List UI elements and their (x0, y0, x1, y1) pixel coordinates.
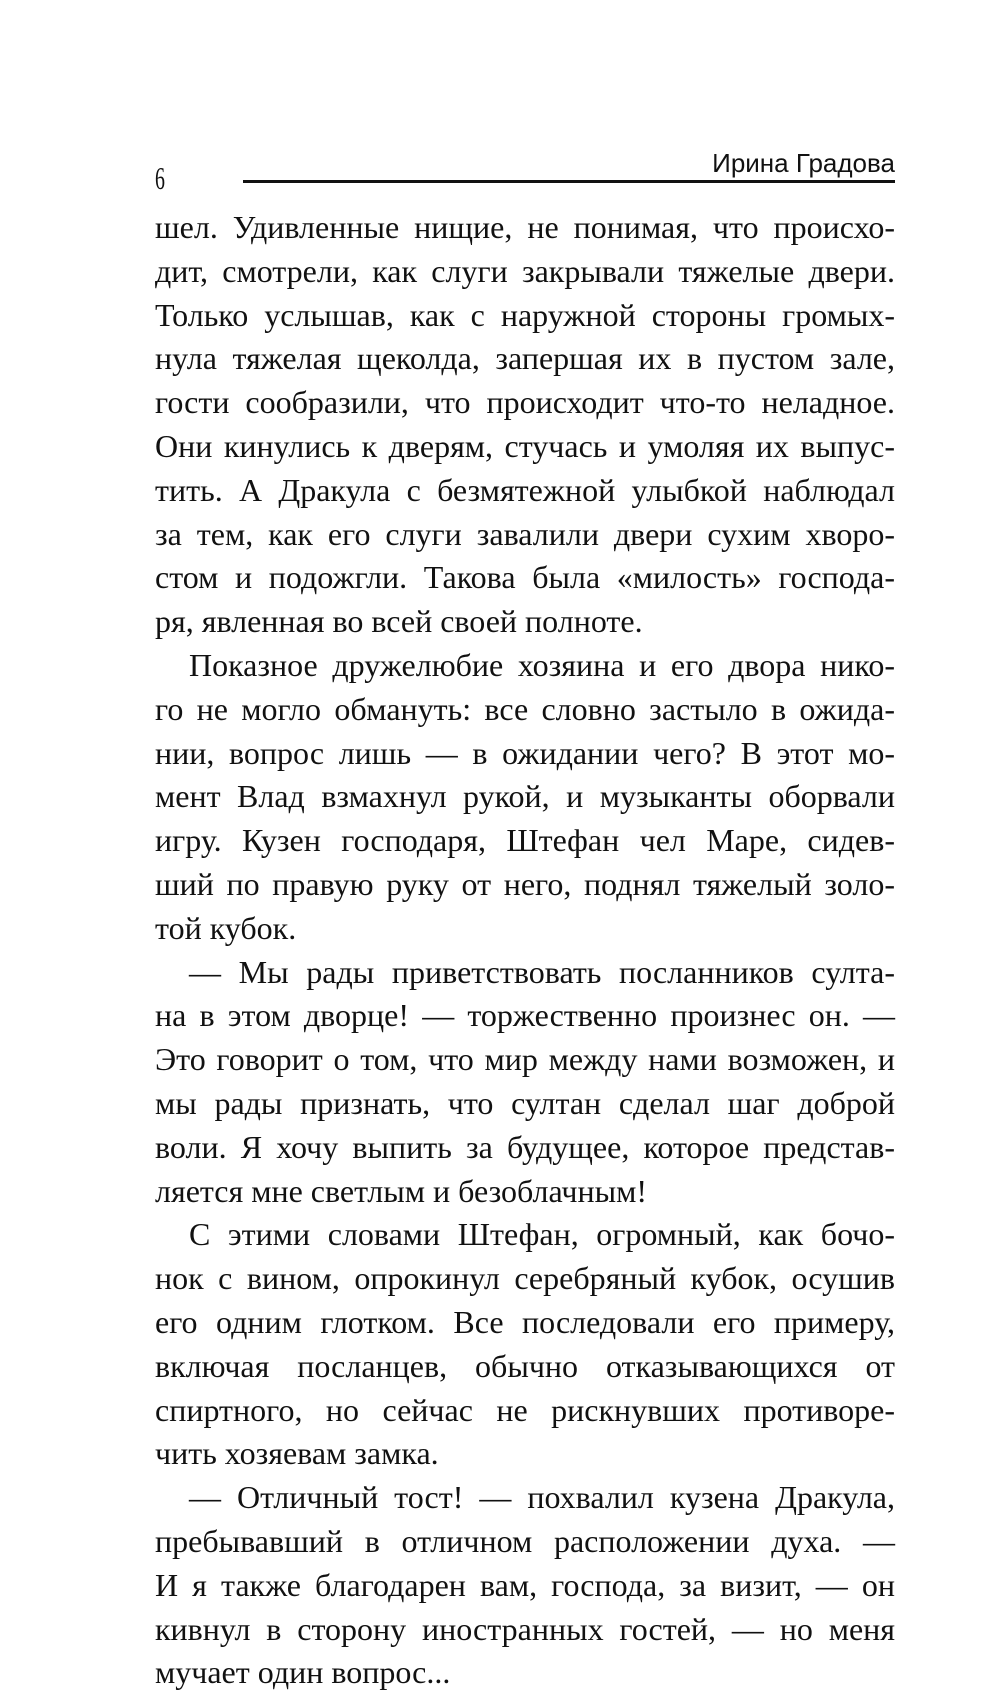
text-line: С этими словами Штефан, огромный, как бочо- (189, 1216, 895, 1253)
paragraph (155, 206, 895, 644)
header-rule (243, 180, 895, 183)
text-line: стом и подожгли. Такова была «милость» господа- (155, 559, 895, 596)
text-line: нок с вином, опрокинул серебряный кубок, осушив (155, 1260, 895, 1297)
text-line: тить. А Дракула с безмятежной улыбкой наблюдал (155, 471, 895, 508)
text-line: Они кинулись к дверям, стучась и умоляя их выпус- (155, 427, 895, 464)
text-line: шел. Удивленные нищие, не понимая, что происхо- (155, 209, 895, 245)
text-line: Только услышав, как с наружной стороны громых- (155, 296, 895, 333)
text-line: — Отличный тост! — похвалил кузена Дракула, (189, 1479, 895, 1516)
paragraph (155, 1213, 895, 1476)
body-text (155, 206, 895, 1695)
paragraph (155, 951, 895, 1214)
text-line: на в этом дворце! — торжественно произнес он. — (155, 997, 895, 1034)
text-line: воли. Я хочу выпить за будущее, которое представ- (155, 1128, 895, 1165)
text-line: кивнул в сторону иностранных гостей, — но меня (155, 1610, 895, 1647)
text-line: ря, явленная во всей своей полноте. (155, 603, 643, 640)
text-line: чить хозяевам замка. (155, 1435, 439, 1472)
text-line: игру. Кузен господаря, Штефан чел Маре, сидев- (155, 822, 895, 859)
paragraph (155, 644, 895, 951)
text-line: го не могло обмануть: все словно застыло в ожида- (155, 690, 895, 727)
text-line: Показное дружелюбие хозяина и его двора нико- (189, 646, 895, 683)
text-line: за тем, как его слуги завалили двери сухим хворо- (155, 515, 895, 552)
text-line: той кубок. (155, 909, 297, 946)
text-line: его одним глотком. Все последовали его примеру, (155, 1303, 895, 1340)
text-line: мучает один вопрос... (155, 1654, 451, 1691)
text-line: спиртного, но сейчас не рискнувших противоре- (155, 1391, 895, 1428)
paragraph (155, 1476, 895, 1695)
text-line: мент Влад взмахнул рукой, и музыканты оборвали (155, 778, 895, 815)
text-line: Это говорит о том, что мир между нами возможен, и (155, 1041, 895, 1078)
text-line: ший по правую руку от него, поднял тяжелый золо- (155, 865, 895, 902)
text-line: включая посланцев, обычно отказывающихся от (155, 1347, 895, 1384)
text-line: нии, вопрос лишь — в ожидании чего? В этот мо- (155, 734, 895, 771)
text-line: — Мы рады приветствовать посланников султа- (189, 953, 895, 990)
author-name: Ирина Градова (712, 148, 895, 178)
text-line: мы рады признать, что султан сделал шаг доброй (155, 1084, 895, 1121)
text-line: И я также благодарен вам, господа, за визит, — он (155, 1566, 895, 1603)
running-header (155, 150, 895, 200)
text-line: нула тяжелая щеколда, запершая их в пустом зале, (155, 340, 895, 377)
text-line: гости сообразили, что происходит что-то неладное. (155, 384, 895, 421)
text-line: пребывавший в отличном расположении духа. — (155, 1522, 895, 1559)
page-number: 6 (155, 160, 165, 196)
text-line: ляется мне светлым и безоблачным! (155, 1172, 648, 1209)
text-line: дит, смотрели, как слуги закрывали тяжелые двери. (155, 252, 895, 289)
